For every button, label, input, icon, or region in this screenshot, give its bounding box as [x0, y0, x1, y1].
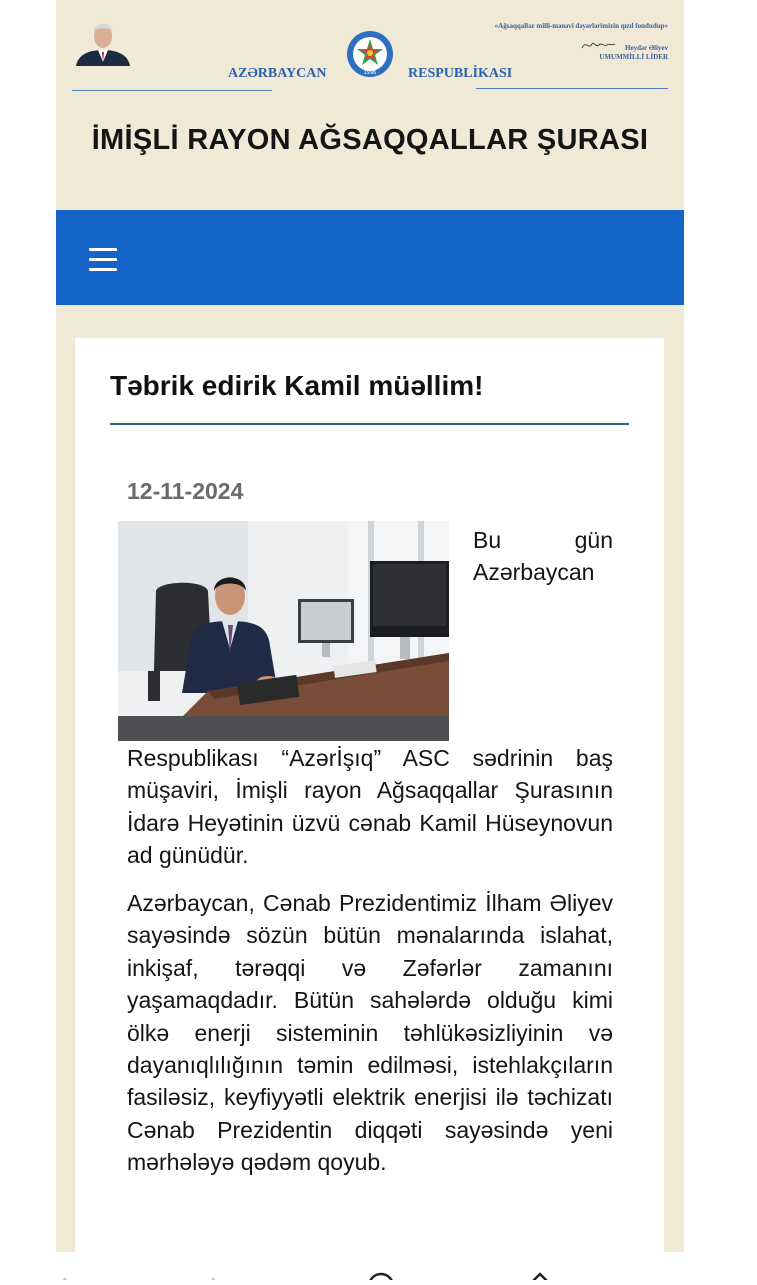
- article-photo[interactable]: [118, 521, 449, 741]
- leader-portrait: [72, 16, 134, 66]
- lead-word: Bu: [473, 527, 502, 553]
- office-photo-illustration: [118, 521, 449, 741]
- page-container: [56, 0, 684, 1252]
- site-title[interactable]: İMİŞLİ RAYON AĞSAQQALLAR ŞURASI: [91, 124, 649, 156]
- leader-name: Heydər Əliyev: [625, 44, 668, 52]
- leader-title: UMUMMİLLİ LİDER: [599, 53, 668, 61]
- header-divider-right: [476, 88, 668, 89]
- article-paragraph: Azərbaycan, Cənab Prezidentimiz İlham Əliyev sayəsində sözün bütün mənalarında islahat, inkişaf, tərəqqi və Zəfərlər zamanını yaşamaqdadır. Bütün sahələrdə olduğu kimi ölkə enerji sisteminin təhlükəsizliyinin və dayanıqlılığının təmin edilməsi, istehlakçıların fasiləsiz, keyfiyyətli elektrik enerjisi ilə təchizatı Cənab Prezidentin diqqəti sayəsində yeni mərhələyə qədəm qoyub.: [127, 890, 613, 1176]
- browser-bottom-bar: [0, 1252, 757, 1280]
- leader-caption: [599, 44, 668, 62]
- article-lead: [473, 524, 613, 588]
- title-divider: [110, 423, 629, 425]
- share-icon: [532, 1274, 548, 1280]
- article-card: [75, 338, 664, 1252]
- header-divider-left: [72, 90, 272, 91]
- home-icon: [369, 1274, 393, 1280]
- article-date: 12-11-2024: [127, 478, 244, 504]
- lead-line: Azərbaycan: [473, 559, 595, 585]
- site-header: [56, 0, 684, 210]
- hamburger-menu-icon[interactable]: [89, 248, 117, 272]
- lead-word: gün: [574, 527, 613, 553]
- country-label-left: AZƏRBAYCAN: [228, 66, 327, 81]
- main-navbar: [56, 210, 684, 305]
- header-quote: «Ağsaqqallar milli-mənəvi dəyərlərimizin qızıl fonduduр»: [494, 22, 668, 30]
- browser-toolbar-icons: [0, 1252, 757, 1280]
- emblem-year: 1996: [363, 70, 377, 76]
- country-label-right: RESPUBLİKASI: [408, 66, 513, 81]
- article-title: Təbrik edirik Kamil müəllim!: [110, 370, 484, 401]
- council-emblem-icon: [346, 30, 394, 78]
- article-paragraph: Respublikası “Azərİşıq” ASC sədrinin baş müşaviri, İmişli rayon Ağsaqqallar Şurasının İdarə Heyətinin üzvü cənab Kamil Hüseynovun ad günüdür.: [127, 745, 613, 869]
